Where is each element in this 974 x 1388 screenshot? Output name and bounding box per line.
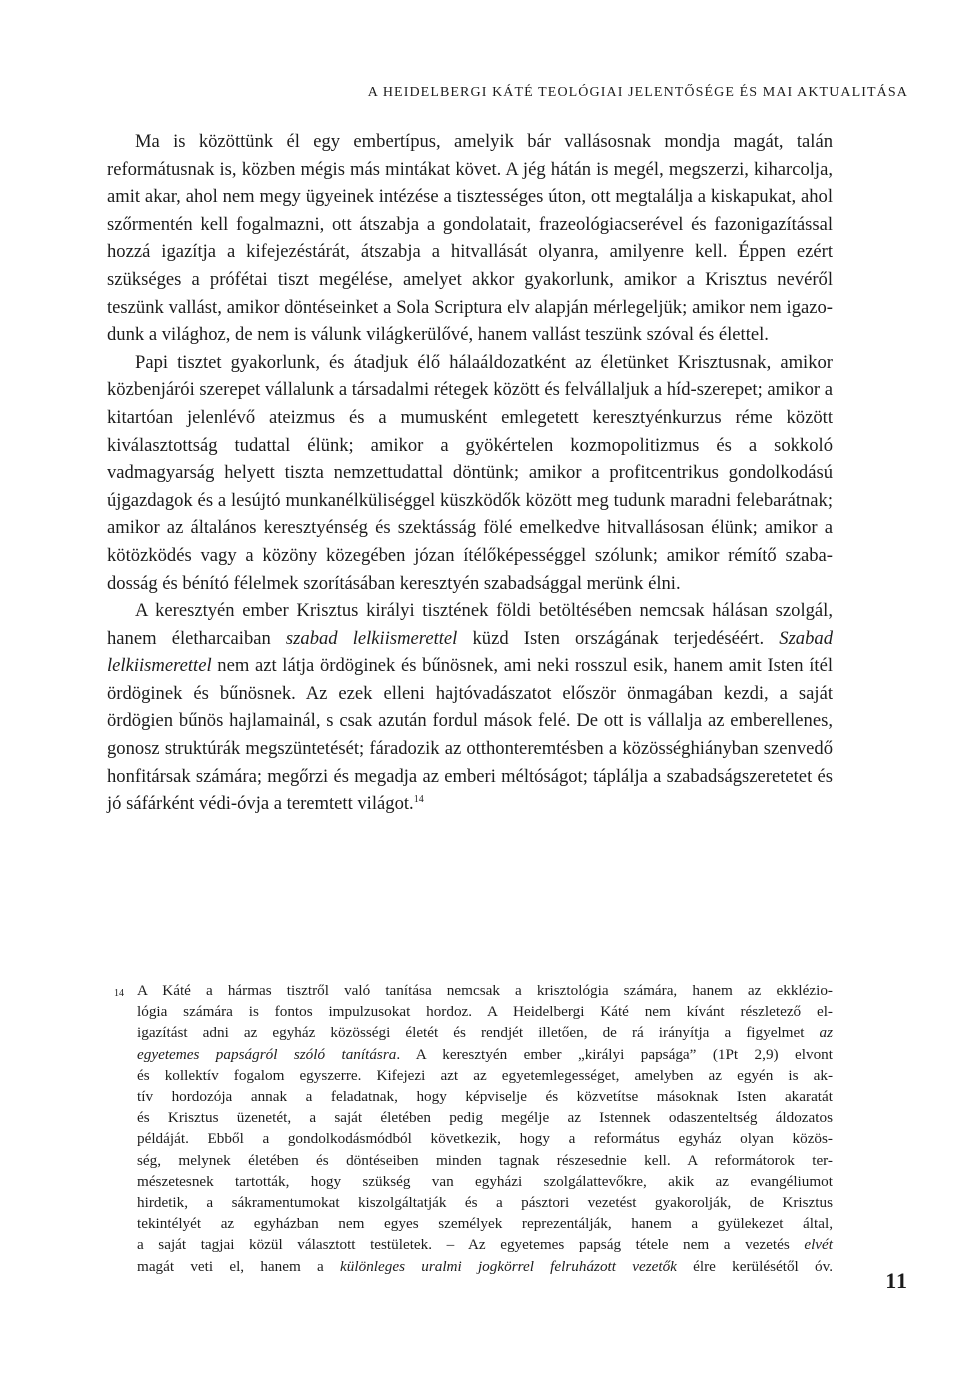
page-number: 11: [885, 1268, 908, 1293]
footnote-line: tekintélyét az egyházban nem egyes személyek reprezentálják, hanem a gyülekezet által,: [137, 1215, 833, 1233]
footnote-line: ség, melynek életében és döntéseiben minden tagnak részesednie kell. A reformátorok ter-: [137, 1151, 833, 1169]
footnote-line: igazítást adni az egyház közösségi életét és rendjét illetően, de rá irányítja a figyelmet az: [137, 1024, 833, 1042]
main-text: [107, 128, 833, 818]
paragraph-1-text: Ma is közöttünk él egy embertípus, amelyik bár vallásosnak mondja magát, talán reformátusnak is, közben mégis más mintákat követ. A jég hátán is megél, megszerzi, kiharcolja, amit akar, ahol nem megy ügyeinek intézése a tisztességes úton, ott megtalálja a kiskapukat, ahol szőrmentén kell fogalmazni, ott átszabja a gondolatait, frazeológiacserével és fazonigazítással hozzá igazítja a kifejezéstárát, átszabja a hitvallását olyanra, amilyenre kell. Éppen ezért szükséges a prófétai tiszt megélése, amelyet akkor gyakorlunk, amikor a Krisztus nevéről teszünk vallást, amikor döntéseinket a Sola Scriptura elv alapján mérlegeljük; amikor nem igazodunk a világhoz, de nem is válunk világkerülővé, hanem vallást teszünk szóval és élettel.: [107, 131, 833, 346]
footnote-line: lógia számára is fontos impulzusokat hordoz. A Heidelbergi Káté nem kívánt részletező el-: [137, 1003, 833, 1021]
paragraph-2: [107, 349, 833, 597]
footnote-line: egyetemes papságról szóló tanításra. A keresztyén ember „királyi papsága” (1Pt 2,9) elvont: [137, 1045, 833, 1063]
footnote-number: 14: [114, 988, 124, 999]
footnote-line: A Káté a hármas tisztről való tanítása nemcsak a krisztológia számára, hanem az ekklézio-: [137, 982, 833, 999]
paragraph-3: [107, 597, 833, 818]
running-head: A HEIDELBERGI KÁTÉ TEOLÓGIAI JELENTŐSÉGE ÉS MAI AKTUALITÁSA: [367, 85, 908, 100]
footnote-line: és Krisztus üzenetét, a saját életében pedig megélje az Istennek odaszenteltség áldozatos: [137, 1109, 833, 1127]
footnote-line: magát veti el, hanem a különleges uralmi jogkörrel felruházott vezetők élre kerülésétől óv.: [137, 1257, 833, 1275]
paragraph-3-text-b: küzd Isten országának terjedéséért.: [457, 627, 780, 649]
footnote-line: és kollektív fogalom egyszerre. Kifejezi azt az egyetemlegességet, amelyben az egyén is ak-: [137, 1066, 833, 1084]
footnote-reference[interactable]: 14: [413, 794, 424, 806]
footnote: [107, 980, 833, 1277]
footnote-body: [107, 980, 833, 1277]
footnote-line: hirdetik, a sákramentumokat kiszolgáltatják és a pásztori vezetést gyakorolják, de Krisztus: [137, 1194, 833, 1212]
paragraph-3-emphasis-1: szabad lelkiismerettel: [285, 627, 458, 649]
paragraph-3-text-c: nem azt látja ördöginek és bűnösnek, ami neki rosszul esik, hanem amit Isten ítél ördöginek és bűnösnek. Az ezek elleni hajtóvadászatot először önmagában kezdi, a saját ördögien bűnös hajlamainál, s csak azután fordul mások felé. De ott is vállalja az emberellenes, gonosz struktúrák megszüntetését; fáradozik az otthonteremtésben a közösséghiányban szenvedő honfitársak számára; megőrzi és megadja az emberi méltóságot; táplálja a szabadságszeretetet és jó sáfárként védi-óvja a teremtett világot.: [107, 655, 833, 815]
paragraph-3-text-a: A keresztyén ember Krisztus királyi tisztének földi betöltésében nemcsak hálásan szolgál, hanem életharcaiban: [107, 600, 833, 649]
footnote-line: a saját tagjai közül választott testületek. – Az egyetemes papság tétele nem a vezetés elvét: [137, 1236, 833, 1254]
footnote-line: példáját. Ebből a gondolkodásmódból következik, hogy a református egyház olyan közös-: [137, 1130, 833, 1148]
footnote-line: mészetesnek tartották, hogy szükség van egyházi szolgálattevőkre, akik az evangéliumot: [137, 1172, 833, 1190]
paragraph-3-emphasis-2: Szabad lelkiismerettel: [107, 627, 833, 677]
footnote-line: tív hordozója annak a feladatnak, hogy képviselje és közvetítse másoknak Isten akaratát: [137, 1088, 833, 1106]
paragraph-2-text: Papi tisztet gyakorlunk, és átadjuk élő hálaáldozatként az életünket Krisztusnak, amikor közbenjárói szerepet vállalunk a társadalmi rétegek között és felvállaljuk a híd-szerepet; amikor a kitartóan jelenlévő ateizmus és a mumusként emlegetett keresztyénkurzus réme között kiválasztottság tudattal élünk; amikor a gyökértelen kozmopolitizmus és a sokkoló vadmagyarság helyett tiszta nemzettudattal döntünk; amikor a profitcentrikus gondolkodású újgazdagok és a lesújtó munkanélküliséggel küszködők között meg tudunk maradni felebarátnak; amikor az általános keresztyénség és szektásság fölé emelkedve hitvallásosan élünk; amikor a kötözködés vagy a közöny közegében józan ítélőképességgel szólunk; amikor rémítő szabadosság és bénító félelmek szorításában keresztyén szabadsággal merünk élni.: [107, 351, 833, 594]
paragraph-1: [107, 128, 833, 349]
